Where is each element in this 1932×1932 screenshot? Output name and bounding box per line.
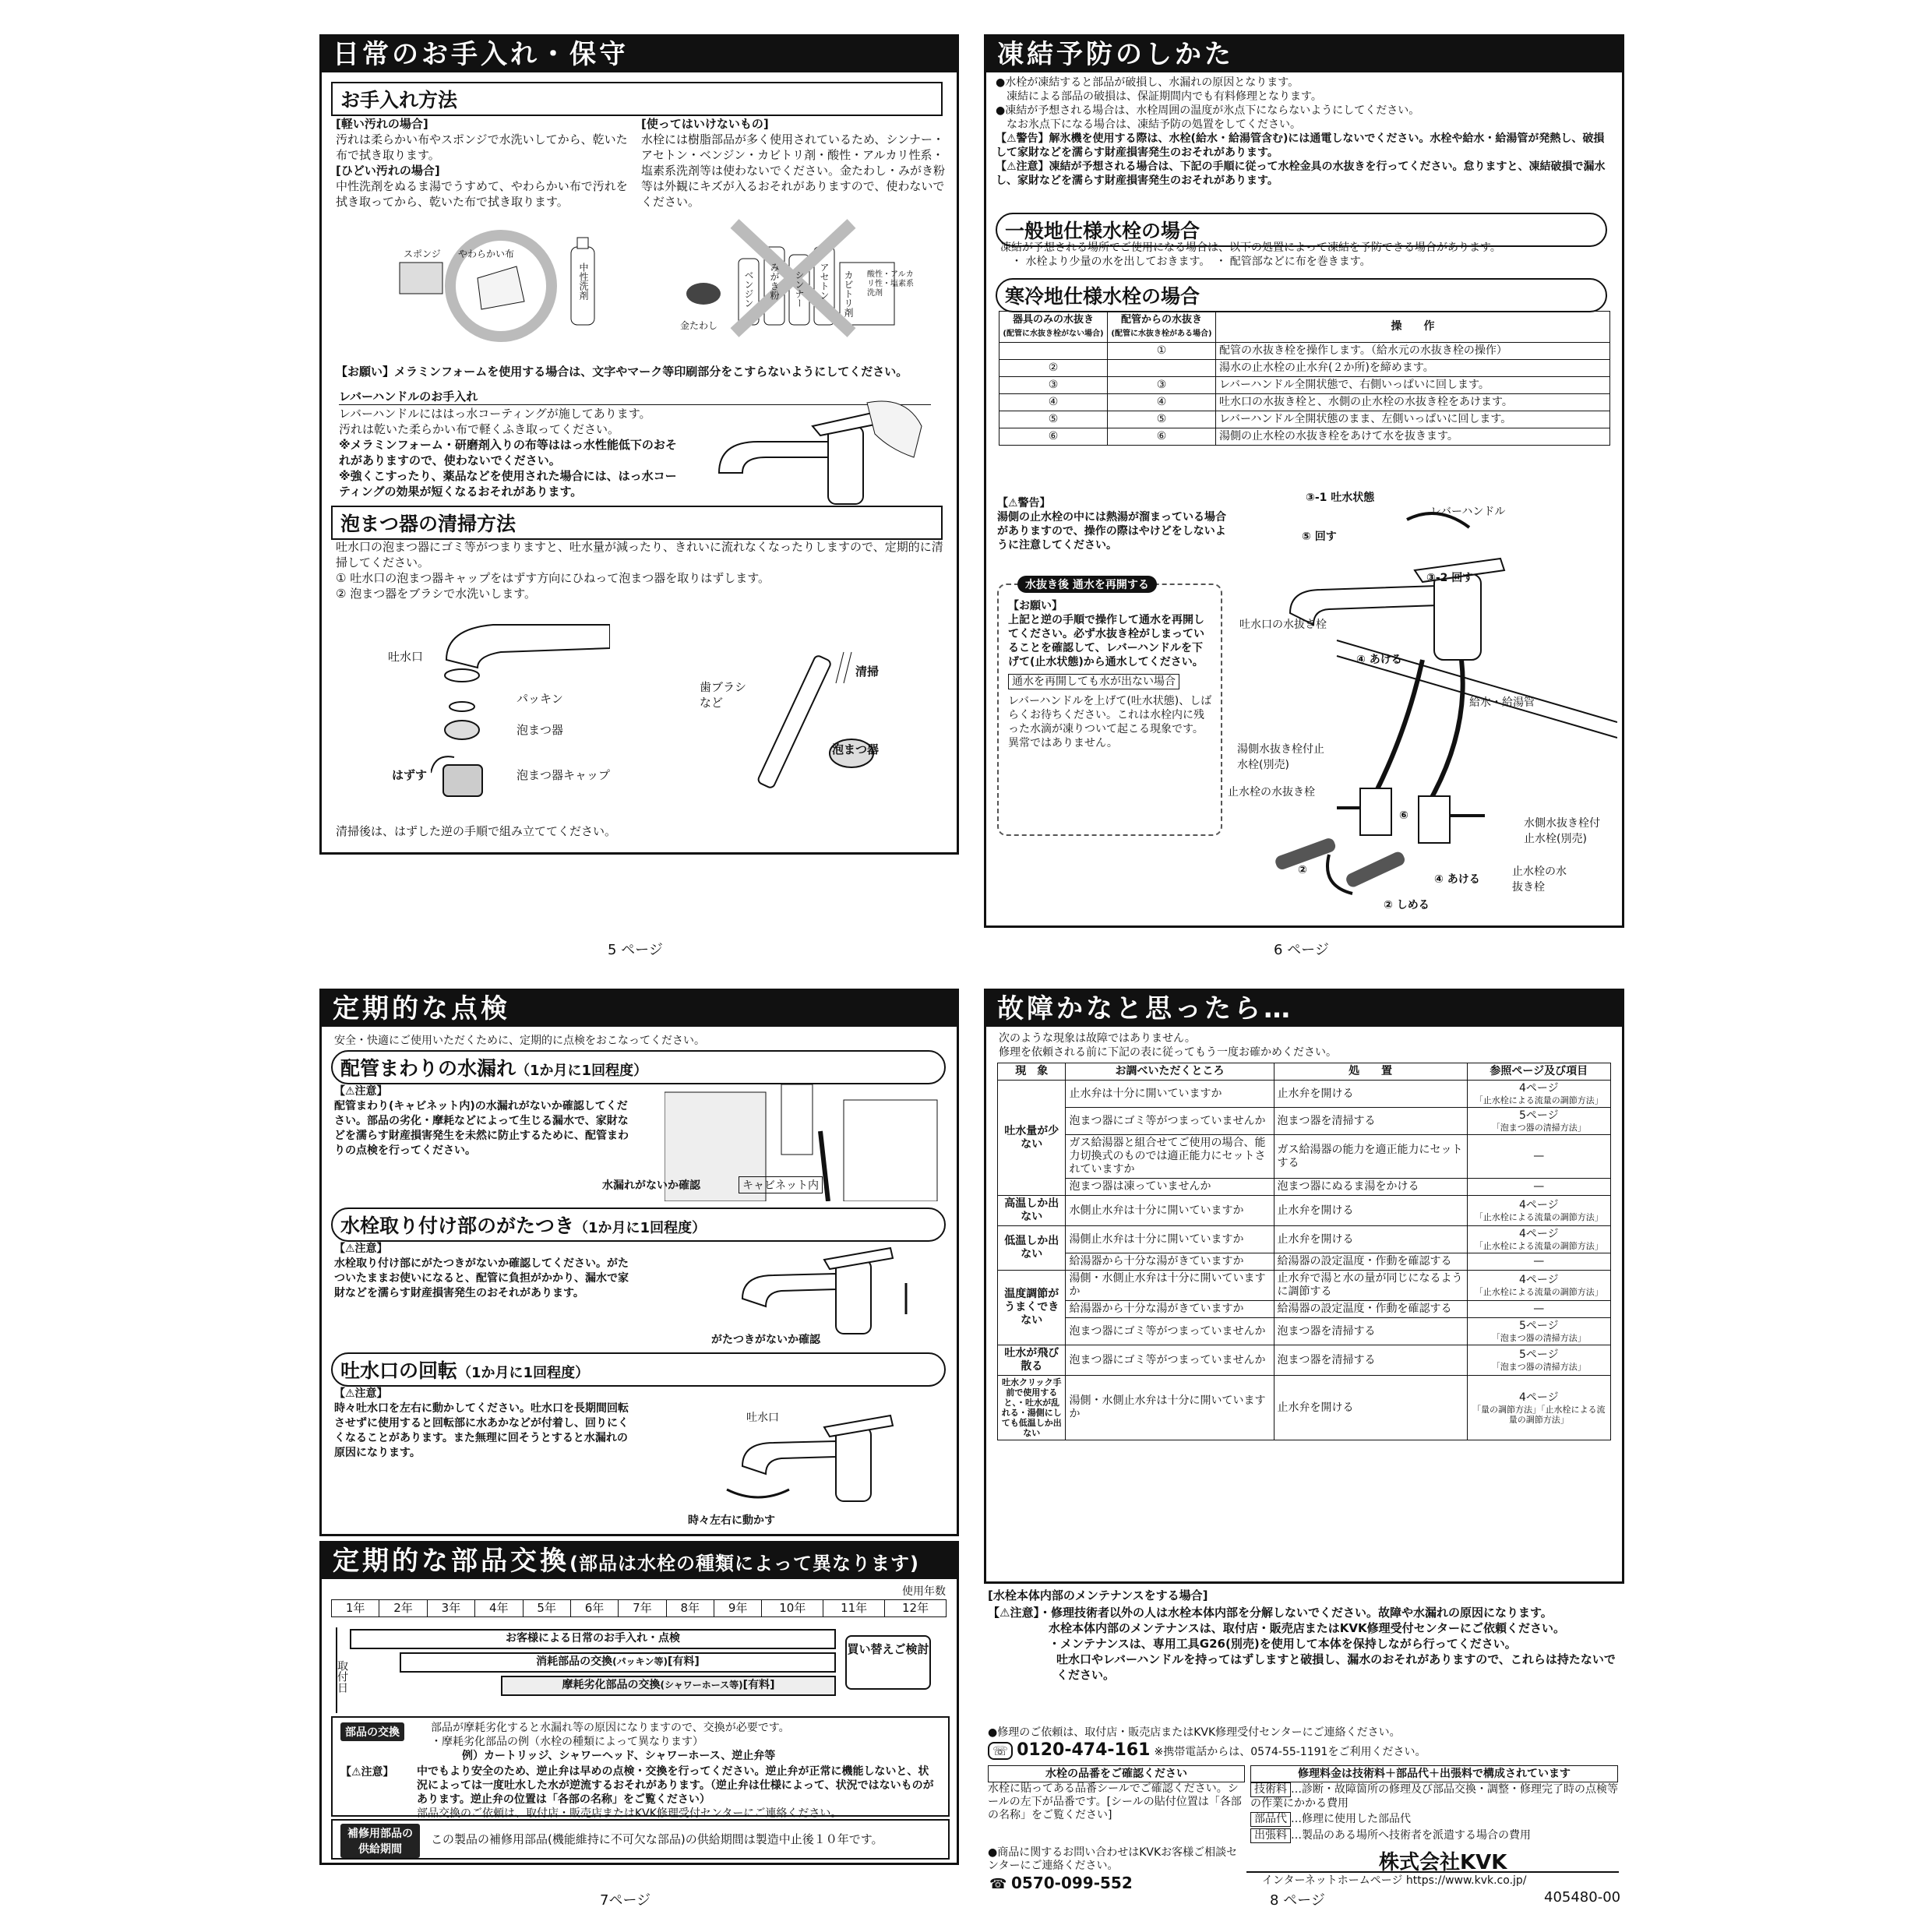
th-fixture-drain-sub: (配管に水抜き栓がない場合) xyxy=(1003,330,1104,338)
product-inquiry: ●商品に関するお問い合わせはKVKお客様ご相談センターにご連絡ください。 xyxy=(988,1846,1238,1872)
trouble-header: お調べいただくところ xyxy=(1066,1063,1274,1081)
trouble-reference-page: 5ページ xyxy=(1518,1109,1559,1122)
trouble-action: 給湯器の設定温度・作動を確認する xyxy=(1274,1301,1467,1318)
aerator-intro: 吐水口の泡まつ器にゴミ等がつまりますと、吐水量が減ったり、きれいに流れなくなったりしますので、定期的に清掃してください。 xyxy=(336,540,943,569)
general-spec-heading: 一般地仕様水栓の場合 xyxy=(996,213,1607,247)
trouble-reference xyxy=(1467,1179,1610,1196)
phone-icon: ☎ xyxy=(989,1876,1007,1892)
trouble-header: 現 象 xyxy=(998,1063,1066,1081)
freeze-bullet2b: なお氷点下になる場合は、凍結予防の処置をしてください。 xyxy=(1007,118,1301,131)
label-neutral-detergent: 中性洗剤 xyxy=(578,263,589,300)
trouble-symptom: 吐水クリック手前で使用すると、・吐水が乱れる・湯側にしても低温しか出ない xyxy=(998,1376,1066,1440)
parts-title: 定期的な部品交換 xyxy=(333,1546,569,1577)
page5-number: 5 ページ xyxy=(608,942,663,958)
trouble-row xyxy=(998,1108,1611,1135)
trouble-reference-item: 「止水栓による流量の調節方法」 xyxy=(1474,1287,1603,1297)
year-cell: 12年 xyxy=(885,1600,947,1617)
page5-title: 日常のお手入れ・保守 xyxy=(322,37,957,72)
care-heading: お手入れ方法 xyxy=(331,82,943,116)
trouble-reference xyxy=(1467,1318,1610,1345)
trouble-reference xyxy=(1467,1301,1610,1318)
drain-step: ① xyxy=(1108,343,1216,360)
trouble-row xyxy=(998,1345,1611,1376)
page7-check-panel xyxy=(319,989,959,1536)
trouble-row xyxy=(998,1253,1611,1271)
light-dirt-text: 汚れは柔らかい布やスポンジで水洗いしてから、乾いた布で拭き取ります。 xyxy=(336,132,628,162)
heavy-dirt-text: 中性洗剤をぬるま湯でうすめて、やわらかい布で汚れを拭き取ってから、乾いた布で拭き取ります。 xyxy=(336,179,628,209)
trouble-reference xyxy=(1467,1345,1610,1376)
check1-leak-label: 水漏れがないか確認 xyxy=(602,1179,700,1192)
trouble-reference-page: — xyxy=(1533,1150,1545,1162)
aerator-footer: 清掃後は、はずした逆の手順で組み立ててください。 xyxy=(336,824,617,838)
label-toothbrush: 歯ブラシなど xyxy=(700,680,747,710)
trouble-reference-item: 「量の調節方法」「止水栓による流量の調節方法」 xyxy=(1472,1404,1606,1425)
restart-request-text: 上記と逆の手順で操作して通水を再開してください。必ず水抜き栓がしまっていることを確認して、レバーハンドルを下げて(止水状態)から通水してください。 xyxy=(1008,614,1204,668)
diagram-5-turn: ⑤ 回す xyxy=(1302,531,1337,543)
company-name: 株式会社KVK xyxy=(1379,1851,1507,1874)
year-cell: 11年 xyxy=(823,1600,885,1617)
model-check-text: 水栓に貼ってある品番シールでご確認ください。シールの左下が品番です。[シールの貼付位置は「各部の名称」をご覧ください] xyxy=(988,1782,1242,1821)
restart-water-pill: 水抜き後 通水を再開する xyxy=(1017,576,1157,593)
parts-caution-text: 中でもより安全のため、逆止弁は早めの点検・交換を行ってください。逆止弁が正常に機能しないと、状況によっては一度吐水した水が逆流するおそれがあります。（逆止弁は仕様によって、状況ではないものがあります。逆止弁の位置は「各部の名称」をご覧ください） xyxy=(417,1765,934,1806)
trouble-reference-page: 4ページ xyxy=(1518,1274,1559,1286)
trouble-action: 止水弁を開ける xyxy=(1274,1226,1467,1253)
model-check-heading: 水栓の品番をご確認ください xyxy=(988,1765,1245,1782)
diagram-6: ⑥ xyxy=(1399,809,1408,822)
trouble-row xyxy=(998,1376,1611,1440)
trouble-header: 処 置 xyxy=(1274,1063,1467,1081)
trouble-reference-item: 「泡まつ器の清掃方法」 xyxy=(1491,1123,1586,1133)
label-wire-brush: 金たわし xyxy=(680,320,718,331)
trouble-reference-item: 「止水栓による流量の調節方法」 xyxy=(1474,1241,1603,1251)
diagram-lever-handle: レバーハンドル xyxy=(1430,506,1506,518)
trouble-reference-item: 「止水栓による流量の調節方法」 xyxy=(1474,1095,1603,1105)
parts-text3: 例）カートリッジ、シャワーヘッド、シャワーホース、逆止弁等 xyxy=(462,1750,776,1762)
page7-parts-panel xyxy=(319,1541,959,1865)
trouble-symptom: 吐水が飛び散る xyxy=(998,1345,1066,1376)
no-water-text: レバーハンドルを上げて(吐水状態)、しばらくお待ちください。これは水栓内に残った水滴が凍りついて起こる現象です。異常ではありません。 xyxy=(1008,695,1212,749)
aerator-exploded-illustration xyxy=(431,613,610,816)
trouble-reference xyxy=(1467,1081,1610,1108)
th-fixture-drain: 器具のみの水抜き xyxy=(1012,314,1094,326)
bar-wear-parts-paid: [有料] xyxy=(742,1679,775,1691)
trouble-reference-page: 5ページ xyxy=(1518,1320,1559,1332)
label-spout: 吐水口 xyxy=(388,650,424,664)
trouble-reference-item: 「止水栓による流量の調節方法」 xyxy=(1474,1212,1603,1222)
trouble-intro2: 修理を依頼される前に下記の表に従ってもう一度お確かめください。 xyxy=(999,1046,1337,1059)
trouble-row xyxy=(998,1196,1611,1226)
trouble-reference-page: 4ページ xyxy=(1518,1082,1559,1095)
hot-water-warning-text: 湯側の止水栓の中には熱湯が溜まっている場合がありますので、操作の際はやけどをしないように注意してください。 xyxy=(997,511,1226,552)
trouble-action: 泡まつ器を清掃する xyxy=(1274,1345,1467,1376)
trouble-action: 止水弁を開ける xyxy=(1274,1196,1467,1226)
trouble-reference-page: 4ページ xyxy=(1518,1391,1559,1404)
spout-rotation-illustration xyxy=(711,1396,929,1513)
trouble-check: ガス給湯器と組合せてご使用の場合、能力切換式のものでは適正能力にセットされていますか xyxy=(1066,1135,1274,1179)
drain-step xyxy=(1108,360,1216,377)
year-cell: 5年 xyxy=(523,1600,570,1617)
aerator-heading: 泡まつ器の清掃方法 xyxy=(331,506,943,540)
faucet-wobble-illustration xyxy=(735,1236,929,1338)
trouble-check: 泡まつ器にゴミ等がつまっていませんか xyxy=(1066,1345,1274,1376)
page8-panel xyxy=(984,989,1624,1584)
th-pipe-drain-sub: (配管に水抜き栓がある場合) xyxy=(1111,330,1212,338)
label-acid-alkaline: 酸性・アルカリ性・塩素系洗剤 xyxy=(867,270,914,298)
trouble-check: 水側止水弁は十分に開いていますか xyxy=(1066,1196,1274,1226)
trouble-symptom: 吐水量が少ない xyxy=(998,1081,1066,1196)
check1-caution: 【⚠注意】 xyxy=(334,1085,388,1098)
fee-tech-text: …診断・故障箇所の修理及び部品交換・調整・修理完了時の点検等の作業にかかる費用 xyxy=(1250,1783,1618,1810)
check2-text: 水栓取り付け部にがたつきがないか確認してください。がたついたままお使いになると、配管に負担がかかり、漏水で家財などを濡らす財産損害発生のおそれがあります。 xyxy=(334,1257,629,1299)
repair-contact: ●修理のご依頼は、取付店・販売店またはKVK修理受付センターにご連絡ください。 xyxy=(988,1726,1401,1739)
diagram-2-close: ② しめる xyxy=(1384,899,1430,911)
maintenance-line3: ・メンテナンスは、専用工具G26(別売)を使用して本体を保持しながら行ってください。 xyxy=(1049,1637,1517,1651)
year-cell: 2年 xyxy=(379,1600,427,1617)
fee-heading: 修理料金は技術料＋部品代＋出張料で構成されています xyxy=(1250,1765,1618,1782)
label-aerator-2: 泡まつ器 xyxy=(832,742,880,756)
trouble-reference xyxy=(1467,1226,1610,1253)
trouble-reference-page: — xyxy=(1533,1303,1545,1315)
lever-care-note1: ※メラミンフォーム・研磨剤入りの布等ははっ水性能低下のおそれがありますので、使わないでください。 xyxy=(339,438,677,467)
bar-wear-parts-sub: (シャワーホース等) xyxy=(660,1680,743,1690)
drain-step: ② xyxy=(999,360,1108,377)
drain-row xyxy=(999,411,1610,428)
freeze-bullet2: ●凍結が予想される場合は、水栓周囲の温度が氷点下にならないようにしてください。 xyxy=(996,104,1420,117)
year-cell: 1年 xyxy=(332,1600,379,1617)
repair-phone: 0120-474-161 xyxy=(1017,1740,1151,1760)
drain-operation: 吐水口の水抜き栓と、水側の止水栓の水抜き栓をあけます。 xyxy=(1216,394,1610,411)
heavy-dirt-heading: [ひどい汚れの場合] xyxy=(336,164,440,178)
label-aerator: 泡まつ器 xyxy=(516,723,564,737)
diagram-3-2-turn: ③-2 回す xyxy=(1426,572,1474,584)
trouble-row xyxy=(998,1271,1611,1301)
care-illustration xyxy=(384,224,610,356)
maintenance-line4: 吐水口やレバーハンドルを持ってはずしますと破損し、漏水のおそれがありますので、これらは持たないでください。 xyxy=(1056,1652,1616,1682)
fee-parts-label: 部品代 xyxy=(1250,1812,1291,1827)
trouble-row xyxy=(998,1081,1611,1108)
parts-caution-label: 【⚠注意】 xyxy=(340,1766,394,1779)
trouble-check: 湯側止水弁は十分に開いていますか xyxy=(1066,1226,1274,1253)
maintenance-line1: 【⚠注意】・修理技術者以外の人は水栓本体内部を分解しないでください。故障や水漏れの原因になります。 xyxy=(988,1606,1553,1620)
trouble-symptom: 低温しか出ない xyxy=(998,1226,1066,1271)
trouble-row xyxy=(998,1226,1611,1253)
diagram-stop-drain-2: 止水栓の水抜き栓 xyxy=(1512,866,1567,894)
drain-step: ⑥ xyxy=(999,428,1108,446)
label-clean: 清掃 xyxy=(855,665,880,679)
trouble-check: 湯側・水側止水弁は十分に開いていますか xyxy=(1066,1376,1274,1440)
drain-step xyxy=(999,343,1108,360)
year-cell: 4年 xyxy=(475,1600,523,1617)
general-spec-text2: ・ 水栓より少量の水を出しておきます。 ・ 配管部などに布を巻きます。 xyxy=(1011,256,1371,268)
drain-row xyxy=(999,343,1610,360)
trouble-check: 湯側・水側止水弁は十分に開いていますか xyxy=(1066,1271,1274,1301)
hot-water-warning-heading: 【⚠警告】 xyxy=(997,497,1051,509)
drain-row xyxy=(999,360,1610,377)
page7-number: 7ページ xyxy=(600,1892,651,1909)
drain-operation: 湯水の止水栓の止水弁(２か所)を締めます。 xyxy=(1216,360,1610,377)
drain-operation: 配管の水抜き栓を操作します。（給水元の水抜き栓の操作） xyxy=(1216,343,1610,360)
drain-step: ④ xyxy=(1108,394,1216,411)
trouble-reference xyxy=(1467,1253,1610,1271)
free-dial-icon: ☏ xyxy=(988,1742,1013,1760)
years-table xyxy=(331,1599,947,1617)
trouble-reference xyxy=(1467,1135,1610,1179)
supply-period-text: この製品の補修用部品(機能維持に不可欠な部品)の供給期間は製造中止後１０年です。 xyxy=(431,1832,883,1846)
trouble-reference xyxy=(1467,1196,1610,1226)
check1-frequency: （1か月に1回程度） xyxy=(516,1063,648,1079)
lever-care-text1: レバーハンドルにははっ水コーティングが施してあります。 xyxy=(339,407,651,421)
light-dirt-heading: [軽い汚れの場合] xyxy=(336,117,428,131)
trouble-action: 泡まつ器を清掃する xyxy=(1274,1108,1467,1135)
freeze-warning: 【⚠警告】解氷機を使用する際は、水栓(給水・給湯管含む)には通電しないでください。水栓や給水・給湯管が発熱し、破損して家財などを濡らす財産損害発生のおそれがあります。 xyxy=(996,132,1605,159)
check2-wobble-label: がたつきがないか確認 xyxy=(711,1334,820,1346)
document-code: 405480-00 xyxy=(1544,1889,1621,1906)
fee-parts-text: …修理に使用した部品代 xyxy=(1291,1813,1411,1825)
check1-heading: 配管まわりの水漏れ xyxy=(340,1057,516,1080)
drain-row xyxy=(999,377,1610,394)
bar-consumable-sub: (パッキン等) xyxy=(612,1656,668,1667)
drain-step: ⑥ xyxy=(1108,428,1216,446)
year-cell: 6年 xyxy=(570,1600,618,1617)
brush-cleaning-illustration xyxy=(719,636,890,792)
page7-title: 定期的な点検 xyxy=(322,991,957,1027)
trouble-reference-item: 「泡まつ器の清掃方法」 xyxy=(1491,1333,1586,1343)
trouble-reference xyxy=(1467,1108,1610,1135)
prohibited-text: 水栓には樹脂部品が多く使用されているため、シンナー・アセトン・ベンジン・カビトリ剤・酸性・アルカリ性系・塩素系洗剤等は使わないでください。金たわし・みがき粉等は外観にキズが入るおそれがありますので、使わないでください。 xyxy=(641,132,946,209)
diagram-2: ② xyxy=(1298,864,1307,876)
trouble-reference-page: 4ページ xyxy=(1518,1199,1559,1211)
trouble-header: 参照ページ及び項目 xyxy=(1467,1063,1610,1081)
check2-caution: 【⚠注意】 xyxy=(334,1243,388,1255)
drain-row xyxy=(999,394,1610,411)
label-remove: はずす xyxy=(392,768,428,782)
years-label: 使用年数 xyxy=(902,1585,946,1598)
diagram-4-open: ④ あける xyxy=(1356,654,1402,666)
general-spec-text: 凍結が予想される場所でご使用になる場合は、以下の処置によって凍結を予防できる場合があります。 xyxy=(1000,242,1501,254)
page6-title: 凍結予防のしかた xyxy=(986,37,1622,72)
year-cell: 10年 xyxy=(762,1600,823,1617)
fee-travel-label: 出張料 xyxy=(1250,1828,1291,1843)
trouble-reference-page: 5ページ xyxy=(1518,1349,1559,1361)
trouble-action: 泡まつ器にぬるま湯をかける xyxy=(1274,1179,1467,1196)
lever-faucet-illustration xyxy=(711,395,937,512)
cold-spec-heading: 寒冷地仕様水栓の場合 xyxy=(996,278,1607,312)
year-cell: 9年 xyxy=(714,1600,762,1617)
parts-subtitle: (部品は水栓の種類によって異なります) xyxy=(569,1553,919,1574)
check3-spout-label: 吐水口 xyxy=(746,1412,779,1424)
check3-heading: 吐水口の回転 xyxy=(340,1359,458,1382)
trouble-check: 泡まつ器にゴミ等がつまっていませんか xyxy=(1066,1108,1274,1135)
th-operation: 操 作 xyxy=(1216,312,1610,343)
fee-tech-label: 技術料 xyxy=(1250,1782,1291,1797)
prohibited-heading: [使ってはいけないもの] xyxy=(641,117,769,131)
trouble-row xyxy=(998,1135,1611,1179)
trouble-action: 泡まつ器を清掃する xyxy=(1274,1318,1467,1345)
parts-text1: 部品が摩耗劣化すると水漏れ等の原因になりますので、交換が必要です。 xyxy=(431,1722,790,1734)
troubleshooting-table xyxy=(997,1063,1611,1440)
parts-text4: 部品交換のご依頼は、取付店・販売店またはKVK修理受付センターにご連絡ください。 xyxy=(417,1807,842,1820)
parts-replacement-label: 部品の交換 xyxy=(340,1722,404,1741)
trouble-reference-item: 「泡まつ器の清掃方法」 xyxy=(1491,1362,1586,1372)
trouble-reference-page: — xyxy=(1533,1180,1545,1193)
diagram-spout-drain: 吐水口の水抜き栓 xyxy=(1239,619,1327,631)
trouble-check: 給湯器から十分な湯がきていますか xyxy=(1066,1253,1274,1271)
diagram-cold-valve: 水側水抜き栓付止水栓(別売) xyxy=(1524,817,1600,845)
label-acetone: アセトン xyxy=(819,263,830,300)
drain-row xyxy=(999,428,1610,446)
check2-heading: 水栓取り付け部のがたつき xyxy=(340,1215,575,1237)
trouble-action: ガス給湯器の能力を適正能力にセットする xyxy=(1274,1135,1467,1179)
bar-wear-parts: 摩耗劣化部品の交換 xyxy=(562,1679,661,1691)
drain-step: ③ xyxy=(1108,377,1216,394)
trouble-action: 止水弁を開ける xyxy=(1274,1376,1467,1440)
trouble-row xyxy=(998,1318,1611,1345)
trouble-intro1: 次のような現象は故障ではありません。 xyxy=(999,1032,1196,1045)
drain-procedure-table xyxy=(999,311,1610,446)
drain-operation: レバーハンドル全開状態で、右側いっぱいに回します。 xyxy=(1216,377,1610,394)
th-pipe-drain: 配管からの水抜き xyxy=(1120,314,1202,326)
lever-care-heading: レバーハンドルのお手入れ xyxy=(339,389,931,405)
page6-panel xyxy=(984,34,1624,928)
check3-frequency: （1か月に1回程度） xyxy=(457,1365,590,1381)
aerator-step2: ② 泡まつ器をブラシで水洗いします。 xyxy=(336,587,537,601)
page5-panel xyxy=(319,34,959,855)
label-mold-remover: カビトリ剤 xyxy=(843,270,854,317)
diagram-4-open-2: ④ あける xyxy=(1434,873,1480,886)
trouble-symptom: 温度調節がうまくできない xyxy=(998,1271,1066,1345)
year-cell: 8年 xyxy=(666,1600,714,1617)
trouble-action: 止水弁で湯と水の量が同じになるように調節する xyxy=(1274,1271,1467,1301)
check3-caution: 【⚠注意】 xyxy=(334,1387,388,1400)
label-packing: パッキン xyxy=(516,692,563,706)
trouble-action: 給湯器の設定温度・作動を確認する xyxy=(1274,1253,1467,1271)
no-water-box-label: 通水を再開しても水が出ない場合 xyxy=(1008,674,1179,689)
check1-text: 配管まわり(キャビネット内)の水漏れがないか確認してください。部品の劣化・摩耗などによって生じる漏水で、家財などを濡らす財産損害発生を未然に防止するために、配管まわりの点検を行ってください。 xyxy=(334,1100,629,1157)
drain-procedure-diagram xyxy=(1236,496,1617,917)
consider-replacement: 買い替えご検討 xyxy=(845,1635,931,1690)
drain-step: ④ xyxy=(999,394,1108,411)
bar-daily-care: お客様による日常のお手入れ・点検 xyxy=(350,1629,836,1649)
lever-care-text2: 汚れは乾いた柔らかい布で軽くふき取ってください。 xyxy=(339,422,620,436)
drain-step: ⑤ xyxy=(999,411,1108,428)
trouble-symptom: 高温しか出ない xyxy=(998,1196,1066,1226)
label-benzine: ベンジン xyxy=(743,270,754,308)
drain-operation: 湯側の止水栓の水抜き栓をあけて水を抜きます。 xyxy=(1216,428,1610,446)
maintenance-line2: 水栓本体内部のメンテナンスは、取付店・販売店またはKVK修理受付センターにご依頼ください。 xyxy=(1049,1621,1566,1635)
drain-step: ③ xyxy=(999,377,1108,394)
drain-operation: レバーハンドル全開状態のまま、左側いっぱいに回します。 xyxy=(1216,411,1610,428)
company-website: インターネットホームページ https://www.kvk.co.jp/ xyxy=(1262,1874,1527,1887)
trouble-check: 泡まつ器は凍っていませんか xyxy=(1066,1179,1274,1196)
year-cell: 7年 xyxy=(619,1600,666,1617)
page6-number: 6 ページ xyxy=(1274,942,1329,958)
check3-text: 時々吐水口を左右に動かしてください。吐水口を長期間回転させずに使用すると回転部に水あかなどが付着し、回りにくくなることがあります。また無理に回そうとすると水漏れの原因になります。 xyxy=(334,1402,629,1459)
bar-consumable-paid: [有料] xyxy=(668,1655,700,1668)
check2-frequency: （1か月に1回程度） xyxy=(574,1220,707,1236)
freeze-caution: 【⚠注意】凍結が予想される場合は、下記の手順に従って水栓金具の水抜きを行ってください。怠りますと、凍結破損で漏水し、家財などを濡らす財産損害発生のおそれがあります。 xyxy=(996,160,1606,187)
lever-care-note2: ※強くこすったり、薬品などを使用された場合には、はっ水コーティングの効果が短くなるおそれがあります。 xyxy=(339,469,677,499)
fee-travel-text: …製品のある場所へ技術者を派遣する場合の費用 xyxy=(1291,1829,1531,1842)
page8-title: 故障かなと思ったら… xyxy=(986,991,1622,1027)
inquiry-phone: 0570-099-552 xyxy=(1011,1874,1133,1892)
freeze-bullet1b: 凍結による部品の破損は、保証期間内でも有料修理となります。 xyxy=(1007,90,1322,103)
restart-request-heading: 【お願い】 xyxy=(1008,600,1063,612)
trouble-reference xyxy=(1467,1271,1610,1301)
label-thinner: シンナー xyxy=(794,270,805,308)
trouble-reference-page: — xyxy=(1533,1255,1545,1267)
diagram-stop-drain: 止水栓の水抜き栓 xyxy=(1228,786,1315,799)
check-intro: 安全・快適にご使用いただくために、定期的に点検をおこなってください。 xyxy=(334,1035,705,1047)
label-polishing-powder: みがき粉 xyxy=(769,263,780,300)
diagram-3-1: ③-1 吐水状態 xyxy=(1306,492,1375,504)
trouble-check: 給湯器から十分な湯がきていますか xyxy=(1066,1301,1274,1318)
label-aerator-cap: 泡まつ器キャップ xyxy=(516,768,611,782)
trouble-row xyxy=(998,1179,1611,1196)
trouble-check: 止水弁は十分に開いていますか xyxy=(1066,1081,1274,1108)
label-soft-cloth: やわらかい布 xyxy=(458,249,515,259)
check1-cabinet-label: キャビネット内 xyxy=(739,1176,823,1193)
aerator-step1: ① 吐水口の泡まつ器キャップをはずす方向にひねって泡まつ器を取りはずします。 xyxy=(336,571,770,585)
install-date-label: 取付日 xyxy=(336,1660,348,1693)
maintenance-heading: [水栓本体内部のメンテナンスをする場合] xyxy=(988,1588,1208,1602)
page8-number: 8 ページ xyxy=(1270,1892,1325,1909)
trouble-reference-page: 4ページ xyxy=(1518,1228,1559,1240)
trouble-row xyxy=(998,1301,1611,1318)
diagram-supply-pipe: 給水・給湯管 xyxy=(1469,696,1535,709)
freeze-bullet1: ●水栓が凍結すると部品が破損し、水漏れの原因となります。 xyxy=(996,76,1299,89)
drain-step: ⑤ xyxy=(1108,411,1216,428)
trouble-check: 泡まつ器にゴミ等がつまっていませんか xyxy=(1066,1318,1274,1345)
trouble-action: 止水弁を開ける xyxy=(1274,1081,1467,1108)
parts-text2: ・摩耗劣化部品の例（水栓の種類によって異なります） xyxy=(431,1736,703,1748)
year-cell: 3年 xyxy=(427,1600,474,1617)
melamine-request: 【お願い】メラミンフォームを使用する場合は、文字やマーク等印刷部分をこすらないようにしてください。 xyxy=(336,365,908,379)
supply-period-label: 補修用部品の供給期間 xyxy=(340,1824,420,1858)
diagram-hot-valve: 湯側水抜き栓付止水栓(別売) xyxy=(1237,743,1324,771)
repair-phone-mobile: ※携帯電話からは、0574-55-1191をご利用ください。 xyxy=(1154,1746,1426,1758)
label-sponge: スポンジ xyxy=(404,249,441,259)
bar-consumable: 消耗部品の交換 xyxy=(536,1655,613,1668)
check3-rotate-label: 時々左右に動かす xyxy=(688,1514,775,1527)
trouble-reference xyxy=(1467,1376,1610,1440)
